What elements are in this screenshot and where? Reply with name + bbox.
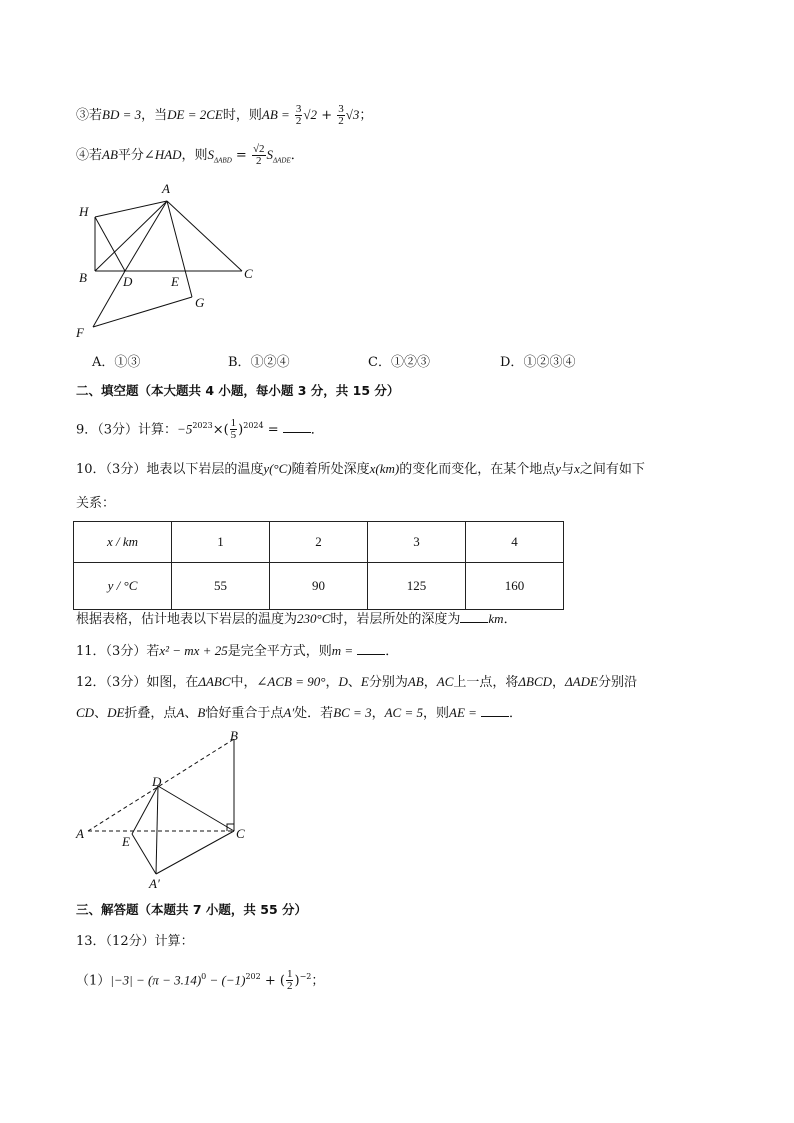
segment-DC	[158, 786, 234, 831]
answer-blank[interactable]	[283, 420, 311, 433]
segment-EA2	[132, 834, 156, 874]
segment-A2C	[156, 831, 234, 874]
table-row	[74, 522, 564, 563]
label-C: C	[236, 826, 245, 841]
label-A-prime: A′	[149, 876, 160, 891]
label-D: D	[123, 274, 133, 289]
label-E: E	[171, 274, 179, 289]
table-header-x: x / km	[74, 522, 172, 563]
table-row	[74, 563, 564, 610]
label-A: A	[162, 181, 170, 196]
table-cell: 160	[466, 563, 564, 610]
label-D: D	[152, 774, 162, 789]
q8-item4: ④若AB平分∠HAD，则$S_{\Delta ABD}$ = $\frac{√2}{2}$ $S_{\Delta ADE}$．	[76, 143, 304, 167]
choice-d[interactable]: D．①②③④	[500, 355, 576, 370]
q10-line1: 10．（3分）地表以下岩层的温度y(°C)随着所处深度x(km)的变化而变化，在某个地点y与x之间有如下	[76, 461, 645, 477]
q8-item3: ③若BD = 3，当DE = 2CE时，则AB = $\frac{3}{2}$ √2 + $\frac{3}{2}$ √3；	[76, 103, 373, 127]
table-cell: 90	[270, 563, 368, 610]
q10-follow: 根据表格，估计地表以下岩层的温度为230°C时，岩层所处的深度为 km．	[76, 611, 517, 627]
table-cell: 4	[466, 522, 564, 563]
segment-DA2	[156, 786, 158, 874]
fraction: $\frac{3}{2}$	[338, 103, 344, 127]
section2-title: 二、填空题（本大题共 4 小题，每小题 3 分，共 15 分）	[76, 383, 400, 398]
fraction: $\frac{3}{2}$	[295, 103, 302, 127]
q12-geometry-figure	[70, 726, 260, 894]
choice-a[interactable]: A．①③	[92, 355, 141, 370]
table-cell: 125	[368, 563, 466, 610]
q12-line2: CD、DE折叠，点A、B恰好重合于点A′处．若BC = 3，AC = 5，则AE = ．	[76, 705, 523, 721]
q8-geometry-figure	[70, 180, 270, 345]
label-H: H	[79, 204, 89, 219]
segment-AC	[167, 201, 242, 271]
table-cell: 55	[172, 563, 270, 610]
label-B: B	[79, 270, 87, 285]
q11: 11．（3分）若x² − mx + 25是完全平方式，则m = ．	[76, 643, 399, 659]
label-E: E	[122, 834, 130, 849]
q13-part1: $(1)|-3| - (\pi - 3.14)^0 - (-1)^{202}$ + ( $\frac{1}{2}$ )$^{-2}$；	[76, 968, 325, 993]
q10-table	[73, 521, 564, 610]
q13-title: 13．（12分）计算：	[76, 934, 194, 949]
answer-blank[interactable]	[357, 642, 385, 655]
choice-b[interactable]: B．①②④	[228, 355, 290, 370]
segment-DE	[132, 786, 158, 834]
fraction: $\frac{1}{5}$	[230, 417, 237, 442]
table-header-y: y / °C	[74, 563, 172, 610]
q9: 9．（3分）计算：$-5^{2023}\times$( $\frac{1}{5}$ )$^{2024}$ = ．	[76, 417, 324, 442]
q12-line1: 12．（3分）如图，在ΔABC中，∠ACB = 90°，D、E分别为AB，AC上一点，将ΔBCD，ΔADE分别沿	[76, 674, 637, 690]
table-cell: 2	[270, 522, 368, 563]
q10-line2: 关系：	[76, 496, 116, 511]
label-A: A	[76, 826, 84, 841]
label-B: B	[230, 728, 238, 743]
section3-title: 三、解答题（本题共 7 小题，共 55 分）	[76, 902, 308, 917]
choice-c[interactable]: C．①②③	[368, 355, 430, 370]
label-F: F	[76, 325, 84, 340]
table-cell: 1	[172, 522, 270, 563]
segment-HA	[95, 201, 167, 217]
segment-HD	[95, 217, 125, 271]
table-cell: 3	[368, 522, 466, 563]
fraction: $\frac{√2}{2}$	[252, 143, 265, 167]
answer-blank[interactable]	[460, 610, 488, 623]
fraction: $\frac{1}{2}$	[286, 968, 293, 993]
label-G: G	[195, 295, 205, 310]
answer-blank[interactable]	[481, 704, 509, 717]
label-C: C	[244, 266, 253, 281]
